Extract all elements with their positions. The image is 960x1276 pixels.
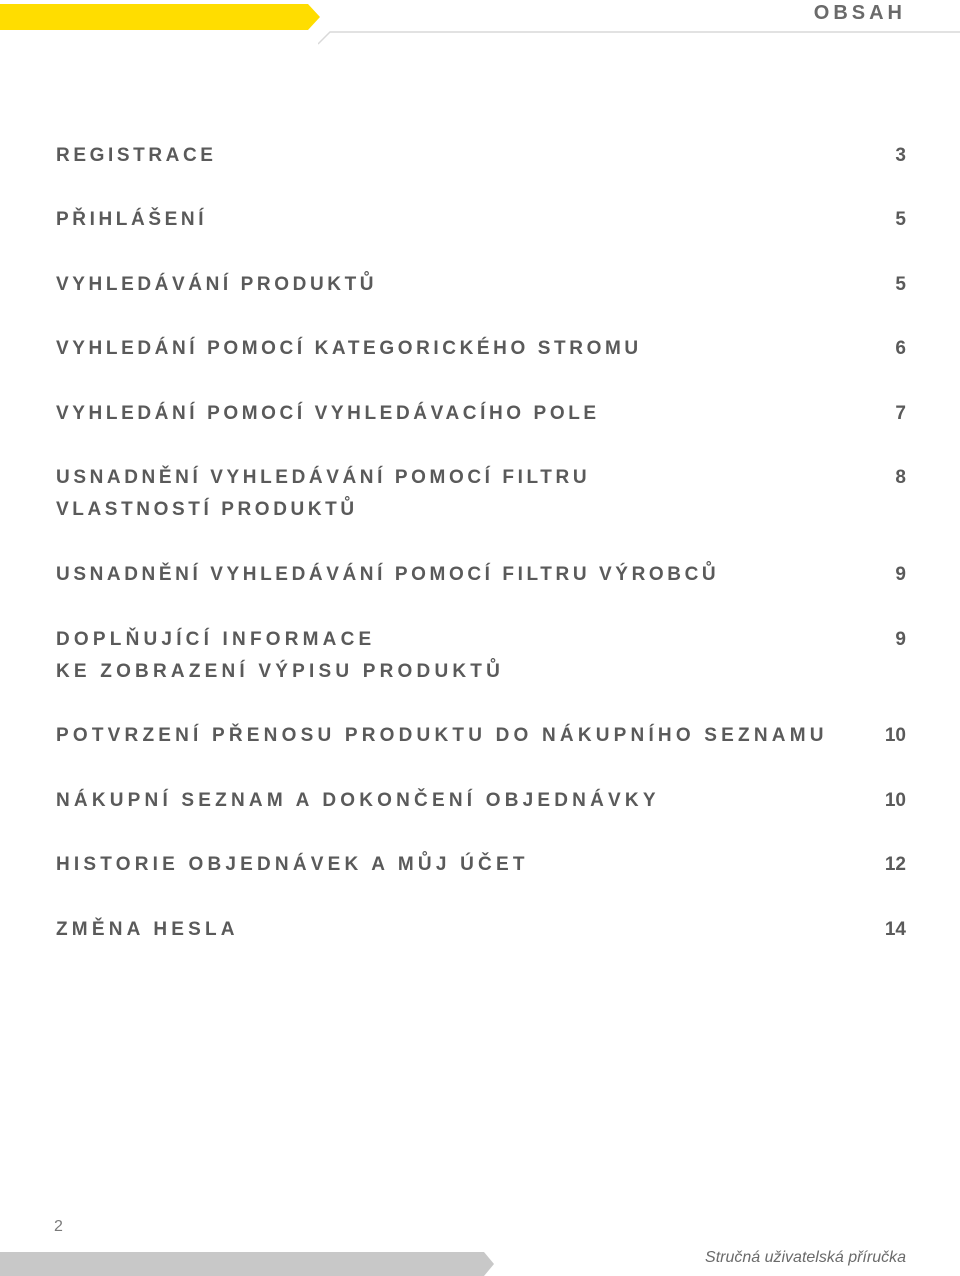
yellow-header-bar [0, 4, 320, 30]
toc-entry-page: 9 [895, 629, 906, 650]
toc-entry-page: 6 [895, 338, 906, 359]
toc-entry-title: VYHLEDÁNÍ POMOCÍ KATEGORICKÉHO STROMU [56, 338, 642, 359]
toc-entry-filtr-vyrobcu[interactable] [56, 559, 906, 591]
toc-entry-page: 9 [895, 564, 906, 585]
toc-entry-title: DOPLŇUJÍCÍ INFORMACE KE ZOBRAZENÍ VÝPISU PRODUKTŮ [56, 629, 505, 682]
toc-entry-title: POTVRZENÍ PŘENOSU PRODUKTU DO NÁKUPNÍHO SEZNAMU [56, 725, 828, 746]
page-number: 2 [54, 1218, 63, 1235]
toc-entry-title: USNADNĚNÍ VYHLEDÁVÁNÍ POMOCÍ FILTRU VÝROBCŮ [56, 564, 720, 585]
toc-entry-title: NÁKUPNÍ SEZNAM A DOKONČENÍ OBJEDNÁVKY [56, 790, 660, 811]
toc-entry-title: VYHLEDÁNÍ POMOCÍ VYHLEDÁVACÍHO POLE [56, 403, 600, 424]
toc-entry-page: 7 [895, 403, 906, 424]
toc-entry-zmena-hesla[interactable] [56, 914, 906, 946]
toc-entry-title: REGISTRACE [56, 145, 217, 166]
toc-entry-page: 5 [895, 274, 906, 295]
toc-entry-page: 5 [895, 209, 906, 230]
toc-entry-page: 8 [895, 467, 906, 488]
toc-entry-historie-objednavek[interactable] [56, 849, 906, 881]
toc-entry-potvrzeni-prenosu[interactable] [56, 720, 906, 752]
toc-entry-page: 12 [884, 854, 906, 875]
toc-entry-page: 10 [884, 725, 906, 746]
toc-entry-filtr-vlastnosti[interactable] [56, 462, 906, 526]
toc-entry-title: USNADNĚNÍ VYHLEDÁVÁNÍ POMOCÍ FILTRU VLASTNOSTÍ PRODUKTŮ [56, 467, 591, 520]
page-title: OBSAH [813, 2, 906, 24]
footer-title: Stručná uživatelská příručka [705, 1249, 906, 1266]
toc-entry-nakupni-seznam[interactable] [56, 785, 906, 817]
toc-entry-vyhledavaci-pole[interactable] [56, 398, 906, 430]
footer-bar [0, 1252, 494, 1276]
toc-entry-registrace[interactable] [56, 140, 906, 172]
toc-entry-kategoricky-strom[interactable] [56, 333, 906, 365]
toc-entry-title: HISTORIE OBJEDNÁVEK A MŮJ ÚČET [56, 854, 529, 875]
toc-entry-page: 10 [884, 790, 906, 811]
toc-entry-vyhledavani-produktu[interactable] [56, 269, 906, 301]
toc-entry-title: VYHLEDÁVÁNÍ PRODUKTŮ [56, 274, 378, 295]
header-rule [318, 30, 960, 50]
toc-entry-page: 14 [884, 919, 906, 940]
toc-entry-doplnujici-informace[interactable] [56, 624, 906, 688]
toc-entry-title: PŘIHLÁŠENÍ [56, 209, 208, 230]
toc-entry-title: ZMĚNA HESLA [56, 919, 239, 940]
toc-entry-prihlaseni[interactable] [56, 204, 906, 236]
toc-entry-page: 3 [895, 145, 906, 166]
